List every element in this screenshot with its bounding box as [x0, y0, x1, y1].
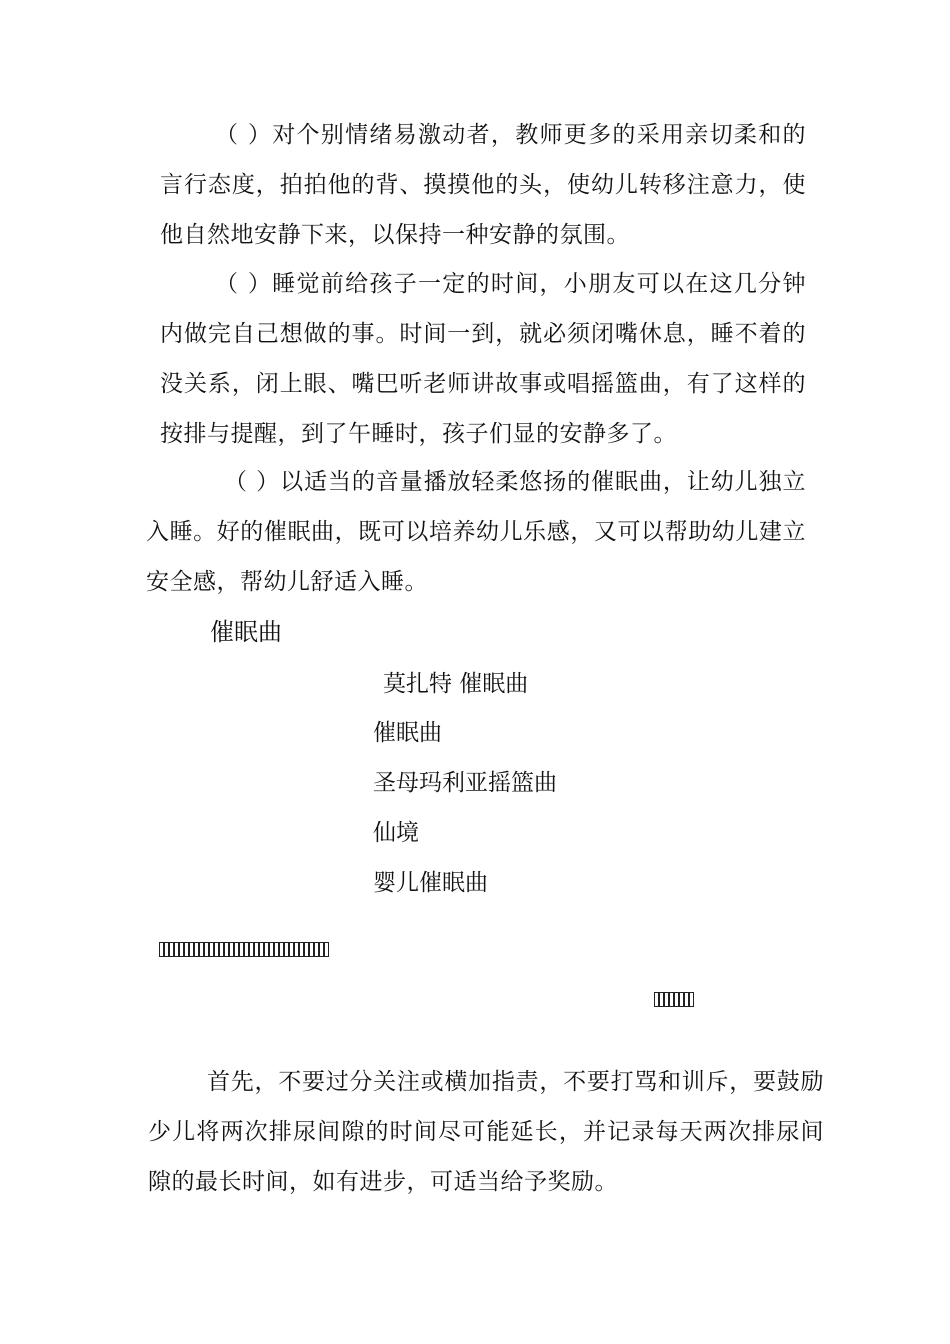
lullaby-item-baby-lullaby: 婴儿催眠曲 — [373, 870, 488, 896]
missing-glyph-line-1 — [159, 942, 331, 958]
lullaby-item-wonderland: 仙境 — [373, 820, 419, 846]
paragraph-lullaby-music: （ ）以适当的音量播放轻柔悠扬的催眠曲，让幼儿独立入睡。好的催眠曲，既可以培养幼儿乐感，又可以帮助幼儿建立安全感，帮幼儿舒适入睡。 — [146, 469, 806, 595]
paragraph-before-nap: （ ）睡觉前给孩子一定的时间，小朋友可以在这几分钟内做完自己想做的事。时间一到，就必须闭嘴休息，睡不着的没关系，闭上眼、嘴巴听老师讲故事或唱摇篮曲，有了这样的按排与提醒，到了午睡时，孩子们显的安静多了。 — [160, 271, 806, 447]
paragraph-bedwetting-advice: 首先，不要过分关注或横加指责，不要打骂和训斥，要鼓励少儿将两次排尿间隙的时间尽可能延长，并记录每天两次排尿间隙的最长时间，如有进步，可适当给予奖励。 — [148, 1069, 824, 1195]
lullaby-item-lullaby: 催眠曲 — [373, 720, 442, 746]
lullaby-item-ave-maria: 圣母玛利亚摇篮曲 — [373, 770, 557, 796]
paragraph-emotional-children: （ ）对个别情绪易激动者，教师更多的采用亲切柔和的言行态度，拍拍他的背、摸摸他的头，使幼儿转移注意力，使他自然地安静下来，以保持一种安静的氛围。 — [160, 122, 806, 248]
missing-glyph-line-2 — [654, 992, 696, 1008]
lullaby-heading: 催眠曲 — [210, 618, 282, 646]
lullaby-item-mozart: 莫扎特 催眠曲 — [383, 671, 529, 697]
